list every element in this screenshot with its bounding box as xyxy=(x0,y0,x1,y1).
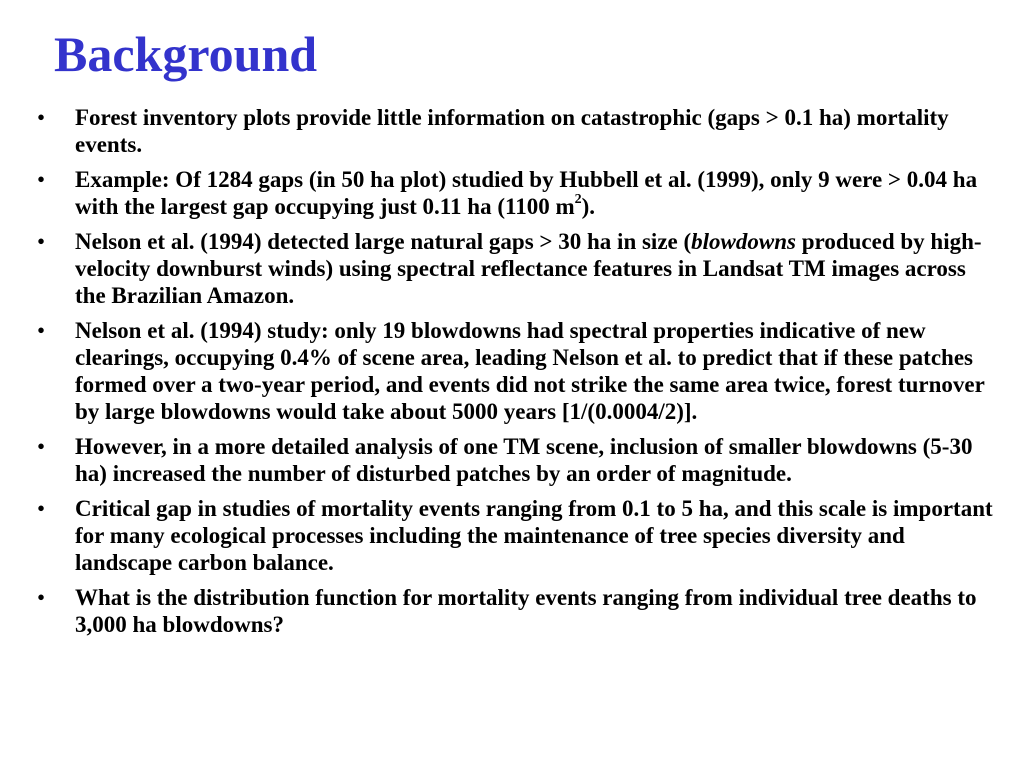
bullet-item xyxy=(36,104,995,158)
bullet-marker: • xyxy=(36,496,46,521)
bullet-text: What is the distribution function for mortality events ranging from individual tree deaths to 3,000 ha blowdowns? xyxy=(75,585,977,637)
bullet-text-end: produced by high-velocity downburst winds) using spectral reflectance features in Landsat TM images across the Brazilian Amazon. xyxy=(75,229,982,308)
bullet-marker: • xyxy=(36,167,46,192)
bullet-text: Nelson et al. (1994) study: only 19 blowdowns had spectral properties indicative of new clearings, occupying 0.4% of scene area, leading Nelson et al. to predict that if these patches formed over a two-year period, and events did not strike the same area twice, forest turnover by large blowdowns would take about 5000 years [1/(0.0004/2)]. xyxy=(75,318,985,424)
bullet-marker: • xyxy=(36,434,46,459)
bullet-marker: • xyxy=(36,318,46,343)
bullet-marker: • xyxy=(36,229,46,254)
bullet-item xyxy=(36,317,995,425)
bullet-text: Forest inventory plots provide little information on catastrophic (gaps > 0.1 ha) mortality events. xyxy=(75,105,949,157)
slide-title: Background xyxy=(54,26,318,82)
bullet-item xyxy=(36,584,995,638)
bullet-item xyxy=(36,433,995,487)
bullet-list xyxy=(36,104,995,646)
bullet-marker: • xyxy=(36,105,46,130)
bullet-text: Nelson et al. (1994) detected large natural gaps > 30 ha in size ( xyxy=(75,229,692,254)
bullet-marker: • xyxy=(36,585,46,610)
bullet-text: However, in a more detailed analysis of one TM scene, inclusion of smaller blowdowns (5-30 ha) increased the number of disturbed patches by an order of magnitude. xyxy=(75,434,973,486)
bullet-text: Example: Of 1284 gaps (in 50 ha plot) studied by Hubbell et al. (1999), only 9 were > 0.04 ha with the largest gap occupying just 0.11 ha (1100 m xyxy=(75,167,978,219)
italic-term: blowdowns xyxy=(691,229,796,254)
superscript: 2 xyxy=(574,192,582,208)
bullet-item xyxy=(36,495,995,576)
bullet-item xyxy=(36,228,995,309)
bullet-text: Critical gap in studies of mortality events ranging from 0.1 to 5 ha, and this scale is important for many ecological processes including the maintenance of tree species diversity and landscape carbon balance. xyxy=(75,496,993,575)
bullet-text-end: ). xyxy=(581,194,596,219)
bullet-item xyxy=(36,166,995,220)
